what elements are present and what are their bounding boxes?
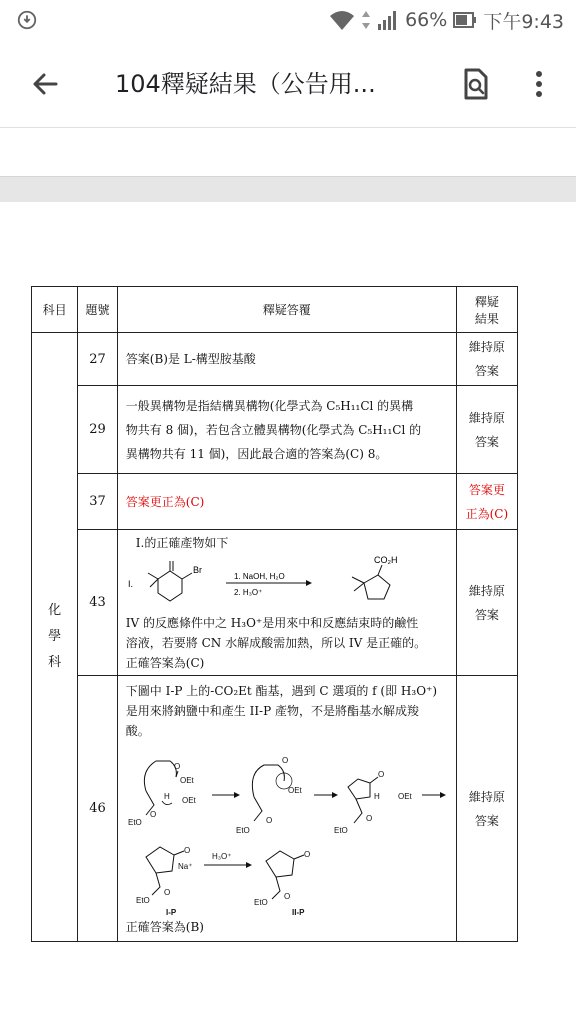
atom-label: O	[283, 891, 290, 901]
result-line: 答案	[474, 364, 499, 378]
battery-percent: 66%	[405, 9, 448, 31]
atom-label: EtO	[333, 825, 348, 835]
atom-label: O	[149, 809, 156, 819]
atom-label: OEt	[181, 795, 196, 805]
table-header-row	[32, 287, 518, 333]
subject-char: 學	[48, 629, 62, 644]
result-line: 答案	[474, 813, 499, 828]
subject-char: 科	[48, 655, 62, 670]
result-cell	[456, 333, 517, 386]
signal-icon	[377, 10, 399, 30]
battery-icon	[453, 11, 477, 29]
result-cell	[456, 676, 517, 942]
atom-label: EtO	[127, 817, 142, 827]
result-cell	[456, 386, 517, 474]
back-arrow-icon[interactable]	[26, 64, 66, 104]
answer-text	[117, 386, 456, 474]
header-result-line2: 結果	[474, 311, 499, 326]
scheme-label: I.	[127, 578, 133, 589]
atom-label: EtO	[235, 825, 250, 835]
header-answer: 釋疑答覆	[117, 287, 456, 333]
table-row	[32, 676, 518, 942]
result-line: 答案更	[468, 482, 505, 497]
result-cell	[456, 530, 517, 676]
compound-label: II-P	[291, 907, 305, 917]
answer-line: 物共有 8 個)，若包含立體異構物(化學式為 C₅H₁₁Cl 的	[125, 422, 422, 437]
answer-line: 溶液，若要將 CN 水解成酸需加熱，所以 IV 是正確的。	[125, 635, 427, 650]
atom-label: EtO	[135, 895, 150, 905]
table-row	[32, 333, 518, 386]
answer-text: 答案更正為(C)	[117, 474, 456, 530]
answer-text	[117, 530, 456, 676]
appeal-results-table	[31, 286, 518, 942]
atom-label: O	[173, 761, 180, 771]
atom-label: OEt	[397, 791, 412, 801]
result-line: 維持原	[468, 583, 505, 598]
table-row	[32, 530, 518, 676]
product-group: CO₂H	[373, 554, 398, 565]
answer-line: 一般異構物是指結構異構物(化學式為 C₅H₁₁Cl 的異構	[125, 398, 414, 413]
question-number: 27	[78, 333, 118, 386]
app-bar	[0, 40, 576, 128]
header-number: 題號	[78, 287, 118, 333]
atom-label: EtO	[253, 897, 268, 907]
reagent-2: 2. H₃O⁺	[233, 587, 263, 597]
header-result	[456, 287, 517, 333]
atom-label: O	[377, 769, 384, 779]
question-number: 43	[78, 530, 118, 676]
atom-label: O	[303, 849, 310, 859]
question-number: 29	[78, 386, 118, 474]
atom-label: Na⁺	[177, 861, 193, 871]
clock: 下午9:43	[483, 10, 564, 33]
result-line: 答案	[474, 434, 499, 449]
status-bar	[0, 0, 576, 40]
atom-label: O	[281, 755, 288, 765]
page-separator	[0, 176, 576, 202]
document-title: 104釋疑結果（公告用...	[115, 70, 376, 98]
answer-line: 正確答案為(B)	[125, 919, 204, 934]
more-vert-icon[interactable]	[521, 64, 557, 104]
answer-text: 答案(B)是 L-構型胺基酸	[117, 333, 456, 386]
data-arrows-icon	[361, 9, 371, 31]
answer-line: 下圖中 I-P 上的-CO₂Et 酯基，遇到 C 選項的 f (即 H₃O⁺)	[125, 683, 438, 698]
atom-label: O	[163, 887, 170, 897]
result-line: 維持原	[468, 789, 505, 804]
result-cell	[456, 474, 517, 530]
wifi-icon	[329, 9, 355, 31]
question-number: 37	[78, 474, 118, 530]
answer-line: 正確答案為(C)	[125, 655, 205, 670]
reaction-scheme-43	[126, 553, 446, 613]
atom-label: OEt	[287, 785, 302, 795]
result-line: 答案	[474, 607, 499, 622]
answer-line: IV 的反應條件中之 H₃O⁺是用來中和反應結束時的鹼性	[125, 615, 419, 630]
table-row	[32, 386, 518, 474]
subject-char: 化	[48, 603, 62, 618]
result-line: 維持原	[468, 340, 505, 354]
answer-line: 是用來將鈉鹽中和產生 II-P 產物，不是將酯基水解成羧	[125, 703, 420, 718]
atom-label: O	[365, 813, 372, 823]
atom-label: O	[265, 815, 272, 825]
sync-icon	[16, 9, 38, 31]
search-document-icon[interactable]	[455, 64, 495, 104]
compound-label: I-P	[165, 907, 176, 917]
atom-label: O	[183, 845, 190, 855]
document-page[interactable]	[0, 202, 576, 1024]
header-result-line1: 釋疑	[474, 294, 499, 309]
reagent-label: H₃O⁺	[211, 851, 232, 861]
answer-line: 異構物共有 11 個)，因此最合適的答案為(C) 8。	[125, 446, 388, 461]
atom-label: H	[163, 791, 170, 801]
reagent-1: 1. NaOH, H₂O	[233, 571, 285, 581]
header-subject: 科目	[32, 287, 78, 333]
question-number: 46	[78, 676, 118, 942]
answer-line: 酸。	[125, 723, 150, 738]
result-line: 維持原	[468, 410, 505, 425]
atom-label: OEt	[179, 775, 194, 785]
atom-label: H	[373, 791, 380, 801]
answer-text	[117, 676, 456, 942]
subject-cell	[32, 333, 78, 942]
reaction-scheme-46	[126, 741, 448, 917]
result-line: 正為(C)	[465, 506, 509, 521]
table-row	[32, 474, 518, 530]
answer-line: I.的正確產物如下	[135, 535, 229, 550]
substituent-label: Br	[192, 564, 202, 575]
